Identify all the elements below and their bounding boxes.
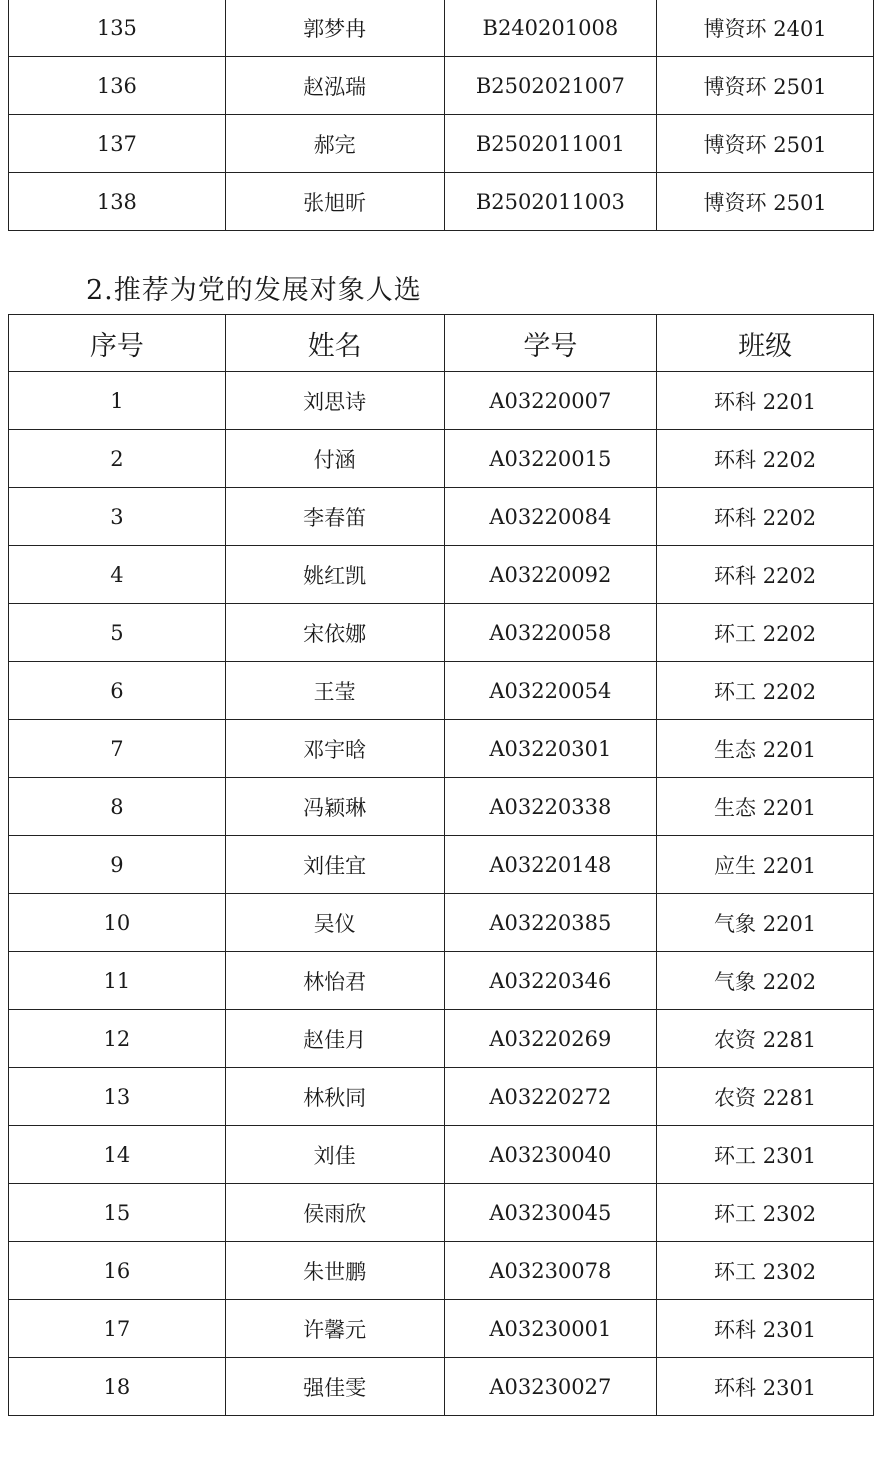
cell-index: 9 <box>9 836 226 894</box>
cell-index: 14 <box>9 1126 226 1184</box>
cell-student-id: B2502021007 <box>444 57 657 115</box>
header-name: 姓名 <box>225 315 444 372</box>
cell-student-id: A03230001 <box>444 1300 657 1358</box>
cell-student-id: B240201008 <box>444 0 657 57</box>
cell-student-id: A03220058 <box>444 604 657 662</box>
cell-index: 135 <box>9 0 226 57</box>
table-row <box>9 1010 874 1068</box>
cell-student-id: A03220148 <box>444 836 657 894</box>
cell-name: 姚红凯 <box>225 546 444 604</box>
cell-class: 博资环 2401 <box>657 0 874 57</box>
cell-student-id: A03220272 <box>444 1068 657 1126</box>
cell-class: 环科 2301 <box>657 1300 874 1358</box>
development-candidates-table <box>8 314 874 1416</box>
table-row <box>9 1242 874 1300</box>
table-row <box>9 1358 874 1416</box>
cell-student-id: A03230027 <box>444 1358 657 1416</box>
cell-student-id: B2502011001 <box>444 115 657 173</box>
cell-student-id: A03220015 <box>444 430 657 488</box>
cell-name: 宋依娜 <box>225 604 444 662</box>
cell-index: 3 <box>9 488 226 546</box>
cell-class: 应生 2201 <box>657 836 874 894</box>
cell-name: 刘思诗 <box>225 372 444 430</box>
table-row <box>9 1184 874 1242</box>
cell-name: 刘佳 <box>225 1126 444 1184</box>
table-row <box>9 1068 874 1126</box>
table-row <box>9 372 874 430</box>
cell-student-id: A03230078 <box>444 1242 657 1300</box>
cell-index: 18 <box>9 1358 226 1416</box>
cell-student-id: A03220385 <box>444 894 657 952</box>
cell-name: 侯雨欣 <box>225 1184 444 1242</box>
cell-index: 7 <box>9 720 226 778</box>
cell-class: 环科 2202 <box>657 430 874 488</box>
table-row <box>9 952 874 1010</box>
previous-roster-body <box>9 0 874 231</box>
cell-student-id: A03220338 <box>444 778 657 836</box>
cell-name: 李春笛 <box>225 488 444 546</box>
table-row <box>9 57 874 115</box>
cell-index: 17 <box>9 1300 226 1358</box>
cell-name: 邓宇晗 <box>225 720 444 778</box>
cell-student-id: A03220092 <box>444 546 657 604</box>
cell-class: 环工 2302 <box>657 1184 874 1242</box>
cell-student-id: B2502011003 <box>444 173 657 231</box>
cell-index: 4 <box>9 546 226 604</box>
cell-index: 5 <box>9 604 226 662</box>
cell-name: 吴仪 <box>225 894 444 952</box>
table-row <box>9 488 874 546</box>
cell-index: 10 <box>9 894 226 952</box>
cell-class: 环科 2202 <box>657 488 874 546</box>
cell-class: 生态 2201 <box>657 720 874 778</box>
cell-index: 1 <box>9 372 226 430</box>
cell-index: 13 <box>9 1068 226 1126</box>
cell-name: 郝完 <box>225 115 444 173</box>
cell-name: 许馨元 <box>225 1300 444 1358</box>
cell-name: 郭梦冉 <box>225 0 444 57</box>
cell-student-id: A03220346 <box>444 952 657 1010</box>
cell-class: 博资环 2501 <box>657 115 874 173</box>
cell-student-id: A03220269 <box>444 1010 657 1068</box>
cell-class: 环工 2202 <box>657 604 874 662</box>
cell-index: 16 <box>9 1242 226 1300</box>
cell-index: 136 <box>9 57 226 115</box>
cell-class: 环工 2302 <box>657 1242 874 1300</box>
cell-index: 15 <box>9 1184 226 1242</box>
cell-name: 赵佳月 <box>225 1010 444 1068</box>
cell-class: 博资环 2501 <box>657 173 874 231</box>
table-row <box>9 778 874 836</box>
cell-name: 付涵 <box>225 430 444 488</box>
cell-index: 11 <box>9 952 226 1010</box>
cell-class: 生态 2201 <box>657 778 874 836</box>
cell-student-id: A03230045 <box>444 1184 657 1242</box>
cell-name: 刘佳宜 <box>225 836 444 894</box>
cell-class: 环科 2301 <box>657 1358 874 1416</box>
cell-name: 强佳雯 <box>225 1358 444 1416</box>
cell-class: 气象 2202 <box>657 952 874 1010</box>
section-heading: 2.推荐为党的发展对象人选 <box>86 275 422 306</box>
cell-index: 12 <box>9 1010 226 1068</box>
header-row <box>9 315 874 372</box>
cell-name: 林秋同 <box>225 1068 444 1126</box>
cell-class: 环科 2202 <box>657 546 874 604</box>
table-row <box>9 430 874 488</box>
cell-index: 137 <box>9 115 226 173</box>
cell-class: 农资 2281 <box>657 1010 874 1068</box>
header-index: 序号 <box>9 315 226 372</box>
previous-roster-table <box>8 0 874 231</box>
cell-name: 赵泓瑞 <box>225 57 444 115</box>
cell-index: 6 <box>9 662 226 720</box>
cell-student-id: A03220054 <box>444 662 657 720</box>
table-row <box>9 836 874 894</box>
development-candidates-body <box>9 372 874 1416</box>
header-class: 班级 <box>657 315 874 372</box>
cell-class: 气象 2201 <box>657 894 874 952</box>
cell-class: 环工 2202 <box>657 662 874 720</box>
table-row <box>9 720 874 778</box>
cell-student-id: A03220007 <box>444 372 657 430</box>
cell-index: 8 <box>9 778 226 836</box>
cell-student-id: A03230040 <box>444 1126 657 1184</box>
table-row <box>9 546 874 604</box>
header-student-id: 学号 <box>444 315 657 372</box>
table-row <box>9 173 874 231</box>
cell-class: 环科 2201 <box>657 372 874 430</box>
table-row <box>9 604 874 662</box>
cell-name: 林怡君 <box>225 952 444 1010</box>
cell-class: 农资 2281 <box>657 1068 874 1126</box>
cell-name: 冯颖琳 <box>225 778 444 836</box>
cell-name: 朱世鹏 <box>225 1242 444 1300</box>
cell-student-id: A03220084 <box>444 488 657 546</box>
table-row <box>9 662 874 720</box>
table-row <box>9 0 874 57</box>
cell-name: 张旭昕 <box>225 173 444 231</box>
cell-class: 博资环 2501 <box>657 57 874 115</box>
table-row <box>9 115 874 173</box>
cell-index: 2 <box>9 430 226 488</box>
table-row <box>9 1126 874 1184</box>
cell-student-id: A03220301 <box>444 720 657 778</box>
table-row <box>9 894 874 952</box>
cell-name: 王莹 <box>225 662 444 720</box>
cell-index: 138 <box>9 173 226 231</box>
cell-class: 环工 2301 <box>657 1126 874 1184</box>
table-row <box>9 1300 874 1358</box>
